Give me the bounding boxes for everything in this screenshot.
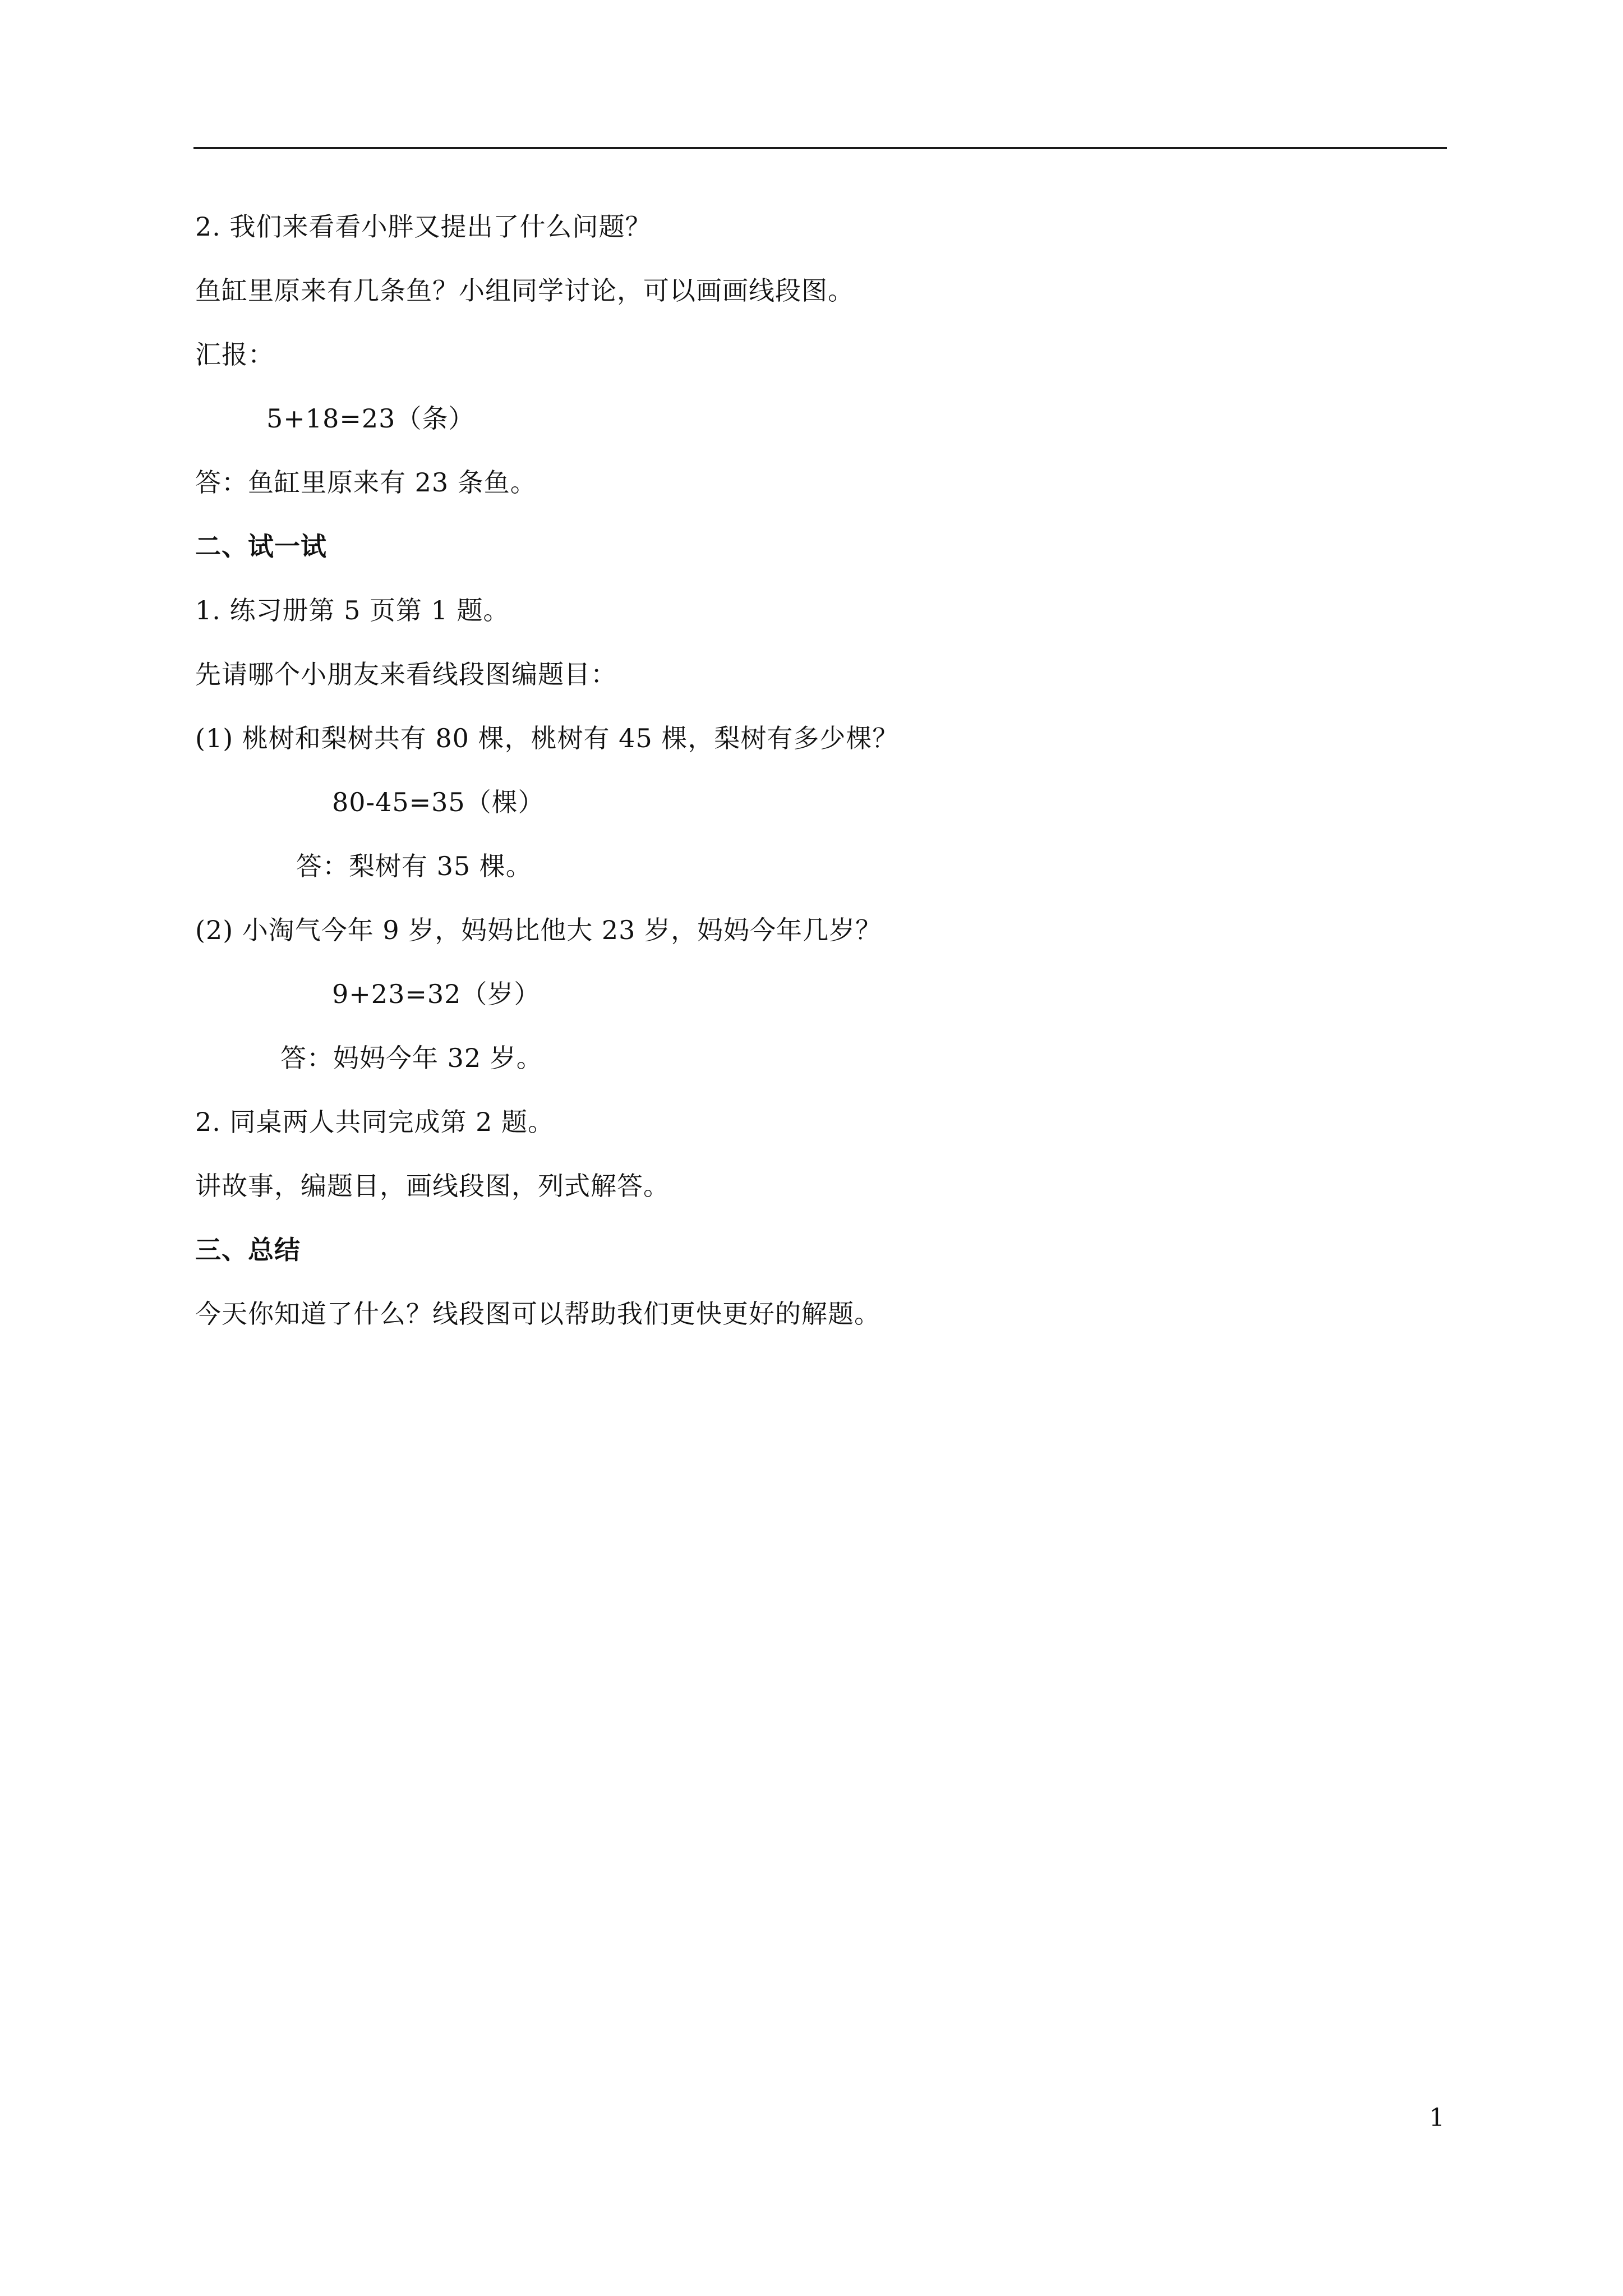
answer-fish: 答：鱼缸里原来有 23 条鱼。 bbox=[195, 467, 537, 498]
problem-2-text: (2) 小淘气今年 9 岁，妈妈比他大 23 岁，妈妈今年几岁？ bbox=[195, 915, 882, 945]
header-rule bbox=[193, 147, 1447, 149]
page-number: 1 bbox=[1429, 2104, 1445, 2132]
exercise-2-instructions: 讲故事，编题目，画线段图，列式解答。 bbox=[195, 1171, 670, 1201]
answer-age: 答：妈妈今年 32 岁。 bbox=[280, 1043, 543, 1073]
answer-trees: 答：梨树有 35 棵。 bbox=[296, 851, 532, 881]
exercise-1-title: 1. 练习册第 5 页第 1 题。 bbox=[195, 595, 510, 625]
summary-text: 今天你知道了什么？线段图可以帮助我们更快更好的解题。 bbox=[195, 1299, 880, 1329]
equation-age: 9+23=32（岁） bbox=[332, 979, 541, 1009]
equation-fish: 5+18=23（条） bbox=[266, 403, 475, 434]
question-2-intro: 2. 我们来看看小胖又提出了什么问题？ bbox=[195, 211, 652, 242]
section-heading-try: 二、试一试 bbox=[195, 531, 327, 562]
fish-question: 鱼缸里原来有几条鱼？小组同学讨论，可以画画线段图。 bbox=[195, 275, 854, 306]
equation-trees: 80-45=35（棵） bbox=[332, 787, 545, 817]
problem-1-text: (1) 桃树和梨树共有 80 棵，桃树有 45 棵，梨树有多少棵？ bbox=[195, 723, 899, 753]
exercise-2-title: 2. 同桌两人共同完成第 2 题。 bbox=[195, 1107, 555, 1137]
exercise-1-prompt: 先请哪个小朋友来看线段图编题目： bbox=[195, 659, 617, 689]
report-label: 汇报： bbox=[195, 339, 274, 370]
document-body bbox=[195, 210, 1446, 1361]
section-heading-summary: 三、总结 bbox=[195, 1235, 301, 1265]
